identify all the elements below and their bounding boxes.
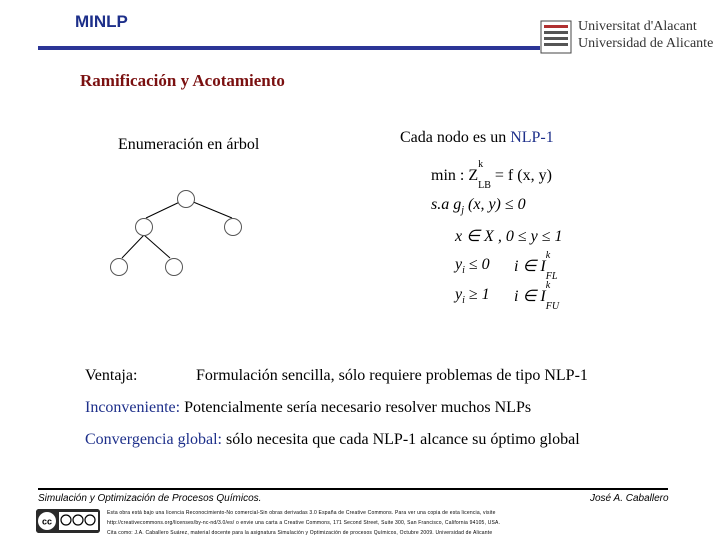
footer-rule — [38, 488, 668, 490]
university-logo — [540, 19, 714, 54]
creative-commons-icon — [36, 509, 100, 533]
node-description — [400, 129, 554, 147]
tree-diagram — [100, 180, 260, 280]
math-fixed-low: $y_i \le 0$ — [455, 256, 490, 277]
convergence-text: sólo necesita que cada NLP-1 alcance su óptimo global — [222, 431, 580, 448]
license-line-2: http://creativecommons.org/licenses/by-nc-nd/3.0/es/ o envie una carta a Creative Commons, 171 Second Street, Suite 300, San Francisco, California 94105, USA. — [107, 520, 501, 526]
node-kind: NLP-1 — [510, 129, 554, 146]
math-fixed-low-set: i ∈ I k $_{FL}$ — [514, 250, 558, 283]
license-line-3: Cita como: J.A. Caballero Suárez, material docente para la asignatura Simulación y Optimización de procesos Químicos, Octubre 2009. Universidad de Alicante — [107, 530, 493, 536]
university-name-ca: Universitat d'Alacant — [578, 19, 697, 34]
advantage-text: Formulación sencilla, sólo requiere problemas de tipo NLP-1 — [196, 367, 588, 384]
creative-commons-badge — [36, 509, 100, 533]
footer-author: José A. Caballero — [590, 493, 669, 504]
math-constraint: s.a $g_j$ (x, y) ≤ 0 — [431, 196, 526, 217]
university-name-es: Universidad de Alicante — [578, 36, 714, 51]
math-domain: x ∈ X , 0 ≤ y ≤ 1 — [455, 228, 563, 245]
advantage-label: Ventaja: — [85, 367, 138, 384]
slide-section-title: MINLP — [75, 12, 128, 31]
slide-subtitle: Ramificación y Acotamiento — [80, 71, 285, 90]
header-rule — [38, 46, 540, 50]
license-line-1: Esta obra está bajo una licencia Reconocimiento-No comercial-Sin obras derivadas 3.0 España de Creative Commons. Para ver una copia de esta licencia, visite — [107, 510, 496, 516]
svg-text:cc: cc — [41, 516, 53, 527]
math-fixed-up: $y_i \ge 1$ — [455, 286, 490, 307]
tree-label: Enumeración en árbol — [118, 136, 260, 153]
convergence-item — [85, 431, 580, 449]
tree-edge — [122, 235, 144, 258]
university-emblem-icon — [540, 20, 572, 54]
node-description-prefix: Cada nodo es un — [400, 129, 511, 146]
math-fixed-up-set: i ∈ I k $_{FU}$ — [514, 280, 560, 313]
drawback-label: Inconveniente: — [85, 399, 181, 416]
convergence-label: Convergencia global: — [85, 431, 222, 448]
tree-node-left — [136, 219, 153, 236]
drawback-text: Potencialmente sería necesario resolver muchos NLPs — [180, 399, 532, 416]
math-objective: min : Z k $_{LB}$ = f (x, y) — [431, 159, 552, 192]
tree-node-root — [178, 191, 195, 208]
drawback-item — [85, 399, 531, 417]
tree-node-right — [225, 219, 242, 236]
tree-edge — [144, 235, 170, 258]
tree-node-leaf-right — [166, 259, 183, 276]
footer-course: Simulación y Optimización de Procesos Químicos. — [38, 493, 262, 504]
tree-node-leaf-left — [111, 259, 128, 276]
